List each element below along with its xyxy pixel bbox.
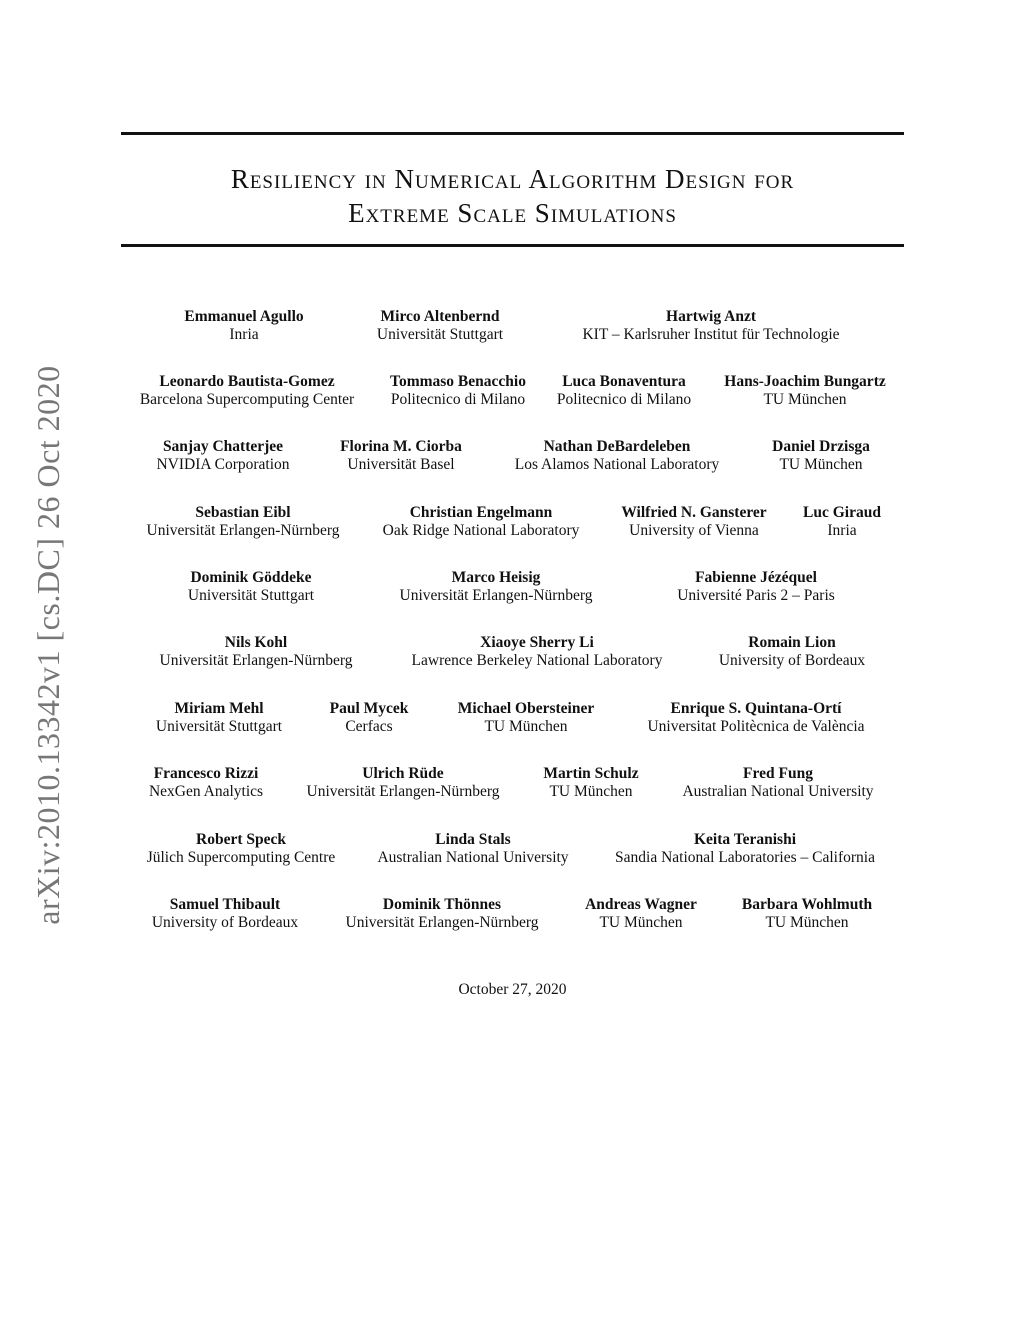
author-name: Fabienne Jézéquel: [695, 569, 817, 586]
author-entry: [390, 373, 526, 409]
author-name: Marco Heisig: [451, 569, 541, 586]
author-row: [121, 634, 904, 674]
author-name: Francesco Rizzi: [153, 765, 259, 782]
author-affiliation: Universität Stuttgart: [376, 326, 504, 343]
author-affiliation: Inria: [229, 326, 259, 343]
author-entry: [724, 373, 885, 409]
author-affiliation: Oak Ridge National Laboratory: [382, 522, 580, 539]
author-entry: [340, 438, 462, 474]
author-affiliation: Cerfacs: [345, 718, 393, 735]
author-affiliation: Australian National University: [682, 783, 874, 800]
author-entry: [149, 765, 263, 801]
paper-title-line-2: Extreme Scale Simulations: [348, 198, 677, 228]
author-affiliation: Australian National University: [377, 849, 569, 866]
author-entry: [682, 765, 873, 801]
author-affiliation: KIT – Karlsruher Institut für Technologie: [582, 326, 840, 343]
author-entry: [160, 634, 353, 670]
author-entry: [152, 896, 298, 932]
author-name: Wilfried N. Gansterer: [621, 504, 767, 521]
author-affiliation: University of Bordeaux: [151, 914, 299, 931]
author-name: Enrique S. Quintana-Ortí: [670, 700, 842, 717]
author-name: Paul Mycek: [329, 700, 409, 717]
author-name: Martin Schulz: [543, 765, 639, 782]
publication-date: October 27, 2020: [458, 981, 567, 998]
arxiv-identifier: arXiv:2010.13342v1 [cs.DC] 26 Oct 2020: [30, 365, 66, 925]
author-name: Romain Lion: [748, 634, 836, 651]
author-name: Florina M. Ciorba: [340, 438, 462, 455]
author-name: Nathan DeBardeleben: [543, 438, 691, 455]
author-name: Luca Bonaventura: [562, 373, 686, 390]
author-name: Samuel Thibault: [169, 896, 281, 913]
author-affiliation: Lawrence Berkeley National Laboratory: [411, 652, 663, 669]
title-rule-bottom: [121, 244, 904, 247]
author-entry: [330, 700, 409, 736]
author-affiliation: Université Paris 2 – Paris: [677, 587, 835, 604]
author-affiliation: Universität Erlangen-Nürnberg: [159, 652, 353, 669]
title-rule-top: [121, 132, 904, 135]
author-entry: [307, 765, 500, 801]
author-affiliation: TU München: [599, 914, 683, 931]
author-entry: [582, 308, 839, 344]
author-affiliation: TU München: [484, 718, 568, 735]
author-entry: [803, 504, 881, 540]
author-name: Barbara Wohlmuth: [741, 896, 873, 913]
author-affiliation: Universität Erlangen-Nürnberg: [146, 522, 340, 539]
author-name: Leonardo Bautista-Gomez: [159, 373, 335, 390]
author-name: Michael Obersteiner: [457, 700, 595, 717]
author-entry: [156, 700, 282, 736]
author-entry: [156, 438, 289, 474]
author-affiliation: Politecnico di Milano: [390, 391, 526, 408]
author-affiliation: University of Vienna: [629, 522, 759, 539]
author-entry: [585, 896, 697, 932]
author-row: [121, 896, 904, 936]
author-name: Dominik Göddeke: [190, 569, 312, 586]
author-row: [121, 373, 904, 413]
author-name: Hartwig Anzt: [666, 308, 756, 325]
author-name: Miriam Mehl: [174, 700, 264, 717]
author-affiliation: NexGen Analytics: [148, 783, 264, 800]
author-name: Andreas Wagner: [585, 896, 697, 913]
author-name: Luc Giraud: [803, 504, 881, 521]
author-affiliation: Universität Erlangen-Nürnberg: [345, 914, 539, 931]
author-affiliation: Jülich Supercomputing Centre: [146, 849, 336, 866]
author-entry: [377, 308, 503, 344]
author-affiliation: Universität Erlangen-Nürnberg: [399, 587, 593, 604]
author-affiliation: Universitat Politècnica de València: [647, 718, 865, 735]
author-affiliation: Universität Stuttgart: [187, 587, 315, 604]
author-entry: [400, 569, 593, 605]
author-entry: [621, 504, 766, 540]
author-entry: [557, 373, 691, 409]
author-entry: [147, 831, 336, 867]
author-entry: [772, 438, 870, 474]
author-entry: [383, 504, 580, 540]
author-entry: [377, 831, 568, 867]
author-affiliation: TU München: [549, 783, 633, 800]
author-name: Linda Stals: [435, 831, 511, 848]
author-name: Fred Fung: [743, 765, 813, 782]
author-name: Ulrich Rüde: [362, 765, 444, 782]
author-entry: [647, 700, 864, 736]
author-row: [121, 308, 904, 348]
author-affiliation: Universität Basel: [347, 456, 455, 473]
author-row: [121, 569, 904, 609]
author-entry: [346, 896, 539, 932]
author-name: Sanjay Chatterjee: [162, 438, 284, 455]
author-affiliation: TU München: [779, 456, 863, 473]
author-name: Hans-Joachim Bungartz: [724, 373, 886, 390]
author-entry: [719, 634, 865, 670]
author-name: Keita Teranishi: [693, 831, 797, 848]
author-row: [121, 831, 904, 871]
author-entry: [615, 831, 875, 867]
author-affiliation: Barcelona Supercomputing Center: [139, 391, 355, 408]
author-entry: [140, 373, 354, 409]
author-row: [121, 700, 904, 740]
author-row: [121, 504, 904, 544]
author-name: Christian Engelmann: [409, 504, 553, 521]
author-name: Dominik Thönnes: [382, 896, 502, 913]
author-name: Xiaoye Sherry Li: [480, 634, 594, 651]
author-entry: [458, 700, 594, 736]
author-row: [121, 765, 904, 805]
author-entry: [742, 896, 872, 932]
author-row: [121, 438, 904, 478]
author-affiliation: University of Bordeaux: [718, 652, 866, 669]
paper-title-line-1: Resiliency in Numerical Algorithm Design for: [230, 164, 795, 194]
author-entry: [543, 765, 638, 801]
author-affiliation: Politecnico di Milano: [556, 391, 692, 408]
author-affiliation: Sandia National Laboratories – California: [615, 849, 875, 866]
author-name: Sebastian Eibl: [195, 504, 291, 521]
author-entry: [184, 308, 303, 344]
author-entry: [188, 569, 314, 605]
author-name: Robert Speck: [196, 831, 286, 848]
author-entry: [515, 438, 719, 474]
author-name: Tommaso Benacchio: [390, 373, 526, 390]
author-affiliation: Los Alamos National Laboratory: [514, 456, 720, 473]
author-name: Nils Kohl: [224, 634, 288, 651]
author-name: Daniel Drzisga: [772, 438, 870, 455]
author-affiliation: Universität Erlangen-Nürnberg: [306, 783, 500, 800]
author-affiliation: NVIDIA Corporation: [156, 456, 290, 473]
author-name: Emmanuel Agullo: [184, 308, 304, 325]
author-name: Mirco Altenbernd: [380, 308, 500, 325]
author-affiliation: Universität Stuttgart: [155, 718, 283, 735]
author-entry: [412, 634, 663, 670]
author-entry: [147, 504, 340, 540]
author-affiliation: TU München: [765, 914, 849, 931]
author-affiliation: Inria: [827, 522, 857, 539]
author-affiliation: TU München: [763, 391, 847, 408]
author-entry: [677, 569, 835, 605]
